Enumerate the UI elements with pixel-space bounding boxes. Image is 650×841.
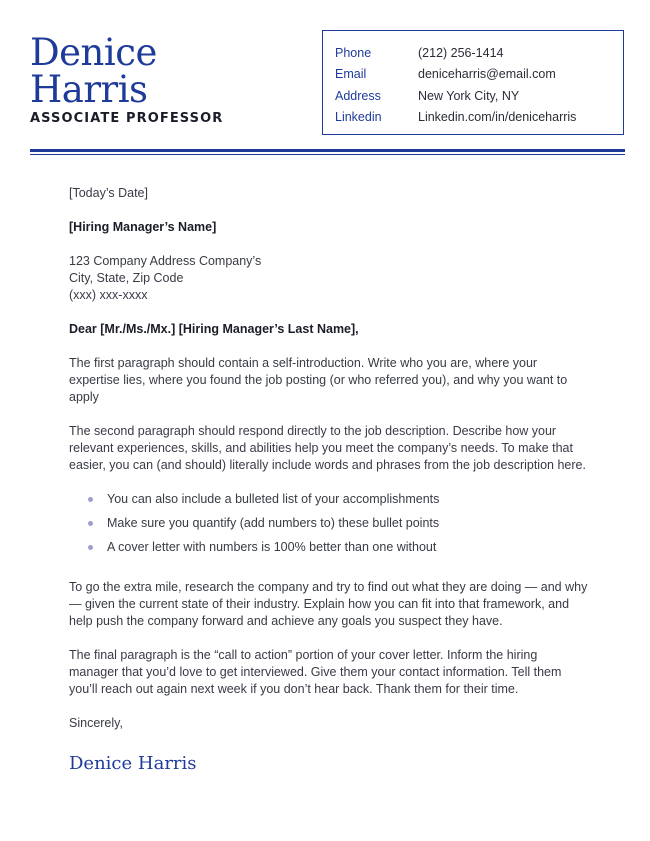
list-item-text: Make sure you quantify (add numbers to) these bullet points [107, 516, 440, 530]
list-item-text: A cover letter with numbers is 100% better than one without [107, 540, 437, 554]
header-divider-thin [30, 154, 625, 155]
contact-row-phone [335, 42, 623, 64]
address-value: New York City, NY [418, 88, 520, 103]
contact-label: Linkedin [335, 110, 382, 125]
paragraph-call-to-action: The final paragraph is the “call to action” portion of your cover letter. Inform the hiring manager that you’d love to get interviewed. Give them your contact information. Tell them you’ll reach out again next week if you don’t hear back. Thank them for their time. [69, 648, 562, 696]
linkedin-value[interactable]: Linkedin.com/in/deniceharris [418, 110, 577, 125]
paragraph-research: To go the extra mile, research the company and try to find out what they are doing — and why — given the current state of their industry. Explain how you can fit into that framework, and help push the company forward and achieve any goals you suspect they have. [69, 580, 588, 628]
bullet-dot-icon [88, 545, 93, 550]
letter-body [69, 185, 589, 775]
contact-row-linkedin [335, 107, 623, 129]
letter-date: [Today’s Date] [69, 186, 148, 200]
address-line: (xxx) xxx-xxxx [69, 288, 148, 302]
email-value[interactable]: deniceharris@email.com [418, 67, 556, 82]
bullet-dot-icon [88, 497, 93, 502]
list-item [88, 515, 589, 539]
job-title: ASSOCIATE PROFESSOR [30, 111, 224, 126]
contact-row-address [335, 85, 623, 107]
phone-value[interactable]: (212) 256-1414 [418, 45, 504, 60]
salutation: Dear [Mr./Ms./Mx.] [Hiring Manager’s Last Name], [69, 322, 359, 336]
applicant-first-name: Denice [30, 31, 157, 74]
applicant-name [30, 31, 157, 111]
contact-label: Email [335, 67, 367, 82]
list-item [88, 491, 589, 515]
contact-row-email [335, 64, 623, 86]
contact-label: Phone [335, 45, 372, 60]
paragraph-experience: The second paragraph should respond directly to the job description. Describe how your relevant experiences, skills, and abilities help you meet the company’s needs. To make that easier, you can (and should) literally include words and phrases from the job description here. [69, 424, 586, 472]
accomplishment-list [69, 491, 589, 563]
list-item [88, 539, 589, 563]
recipient-address [69, 253, 589, 304]
closing: Sincerely, [69, 716, 123, 730]
contact-box [322, 30, 624, 135]
address-line: City, State, Zip Code [69, 271, 184, 285]
bullet-dot-icon [88, 521, 93, 526]
hiring-manager-name: [Hiring Manager’s Name] [69, 220, 217, 234]
contact-label: Address [335, 88, 381, 103]
resume-header [0, 0, 650, 160]
header-divider-thick [30, 149, 625, 152]
applicant-last-name: Harris [30, 68, 148, 111]
list-item-text: You can also include a bulleted list of your accomplishments [107, 492, 440, 506]
address-line: 123 Company Address Company’s [69, 254, 262, 268]
signature: Denice Harris [69, 753, 197, 774]
paragraph-introduction: The first paragraph should contain a self-introduction. Write who you are, where your expertise lies, where you found the job posting (or who referred you), and why you want to apply [69, 356, 568, 404]
